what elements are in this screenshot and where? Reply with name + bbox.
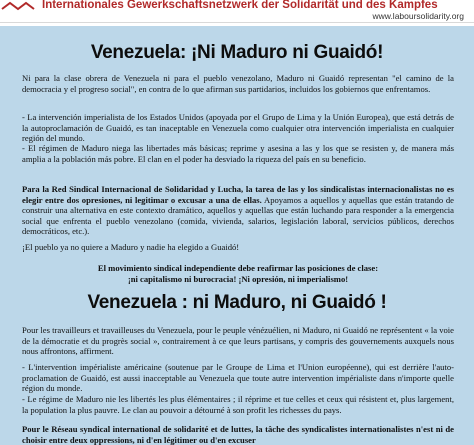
spanish-network-bold: Para la Red Sindical Internacional de Solidaridad y Lucha, la tarea de las y los sindicalistas internacionalistas no es elegir entre dos opresiones, ni legitimar o excusar a una de ellas. [22,184,454,205]
website-url[interactable]: www.laboursolidarity.org [372,11,464,21]
spanish-paragraph-intervention: - La intervención imperialista de los Estados Unidos (apoyada por el Grupo de Lima y la Unión Europea), que está detrás de la autoproclamación de Guaidó, es tan inaceptable en Venezuela como cualquier otra intervención imperialista en cualquier región del mundo. [22,112,454,144]
network-logo-icon [0,0,40,12]
spanish-paragraph-network [22,184,454,237]
spanish-slogan-line2: ¡ni capitalismo ni burocracia! ¡Ni opresión, ni imperialismo! [127,274,349,284]
header-banner [0,0,474,23]
spanish-paragraph-people: ¡El pueblo ya no quiere a Maduro y nadie ha elegido a Guaidó! [22,242,240,252]
organization-name: Internationales Gewerkschaftsnetzwerk der Solidarität und des Kampfes [42,0,438,11]
spanish-title: Venezuela: ¡Ni Maduro ni Guaidó! [90,42,384,63]
spanish-network-rest: Apoyamos a aquellos y aquellas que están tratando de construir una alternativa en este contexto dramático, aquellos y aquellas que están luchando para responder a la emergencia social que enfrenta el pueblo venezolano (comida, vivienda, salarios, legislación laboral, servicios públicos, derechos democráticos, etc.). [22,194,454,237]
french-paragraph-network: Pour le Réseau syndical international de solidarité et de luttes, la tâche des syndicalistes internationalistes n'est ni de choisir entre deux oppressions, ni d'en légitimer ou d'en excuser [22,424,454,445]
french-paragraph-intro: Pour les travailleurs et travailleuses du Venezuela, pour le peuple vénézuélien, ni Maduro, ni Guaidó ne représentent « la voie de la démocratie et du progrès social », contrairement à ce que leurs partisans, y compris des gouvernements auxquels nous nous affrontons, affirment. [22,325,454,357]
spanish-paragraph-regime: - El régimen de Maduro niega las libertades más básicas; reprime y asesina a las y los que se resisten y, de manera más amplia a la población más pobre. El clan en el poder ha desviado la riqueza del país en su beneficio. [22,143,454,164]
french-paragraph-regime: - Le régime de Maduro nie les libertés les plus élémentaires ; il réprime et tue celles et ceux qui résistent et, plus largement, la population la plus pauvre. Le clan au pouvoir a détourné à son profit les richesses du pays. [22,394,454,415]
french-paragraph-intervention: - L'intervention impérialiste américaine (soutenue par le Groupe de Lima et l'Union européenne), qui est derrière l'auto-proclamation de Guaidó, est aussi inacceptable au Venezuela que toute autre intervention impérialiste dans n'importe quelle région du monde. [22,362,454,394]
french-title: Venezuela : ni Maduro, ni Guaidó ! [87,292,387,313]
spanish-paragraph-intro: Ni para la clase obrera de Venezuela ni para el pueblo venezolano, Maduro ni Guaidó representan "el camino de la democracia y el progreso social", en contra de lo que afirman sus partidarios, incluidos los gobiernos que enfrentamos. [22,73,454,94]
spanish-slogan-line1: El movimiento sindical independiente debe reafirmar las posiciones de clase: [97,263,379,273]
